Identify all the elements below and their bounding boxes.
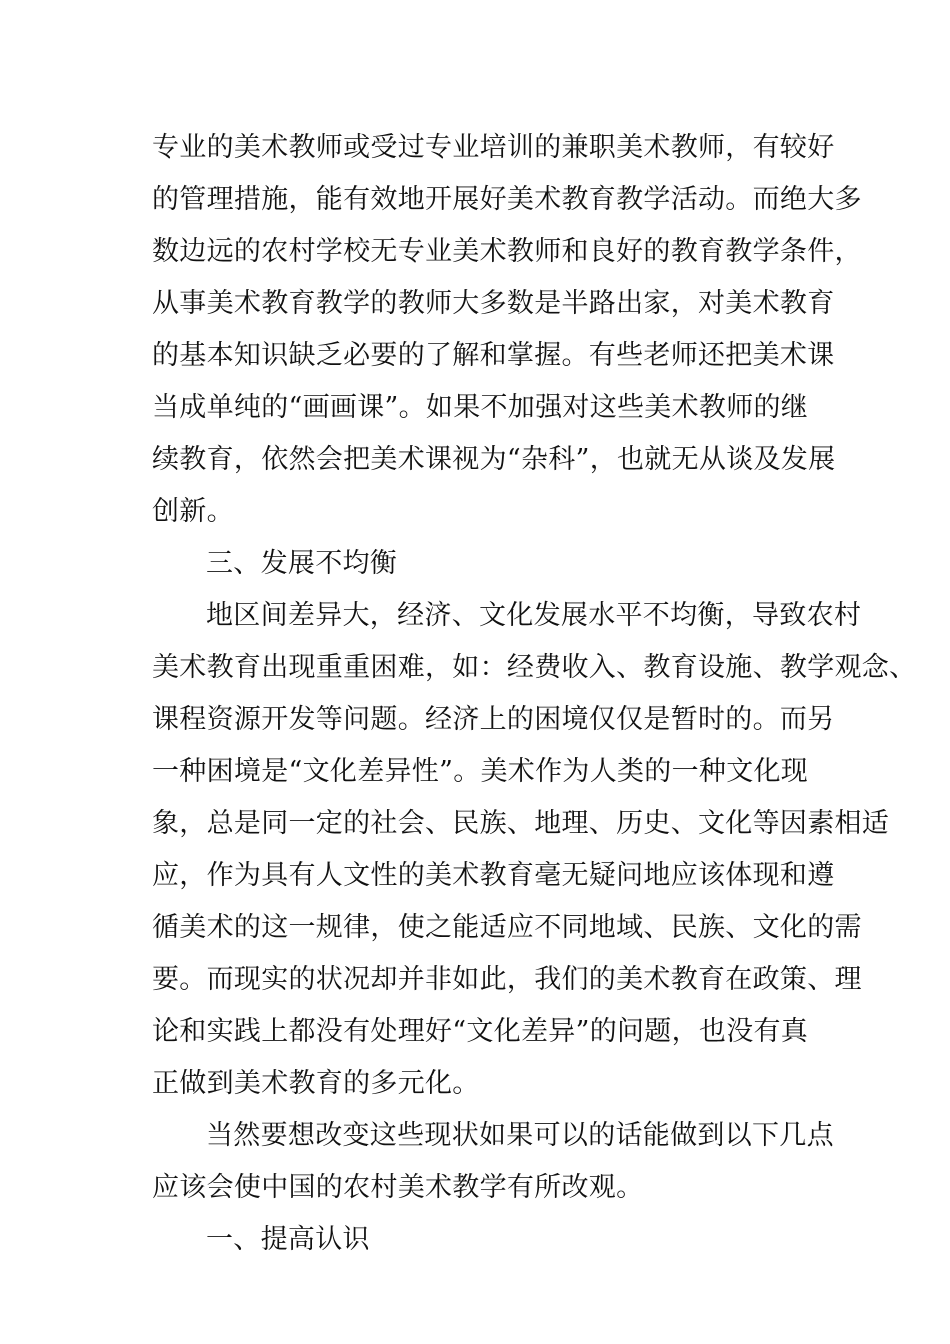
text-line: 专业的美术教师或受过专业培训的兼职美术教师，有较好 <box>152 132 835 163</box>
text-line: 从事美术教育教学的教师大多数是半路出家，对美术教育 <box>152 288 835 319</box>
text-line: 应，作为具有人文性的美术教育毫无疑问地应该体现和遵 <box>152 860 835 891</box>
text-line: 创新。 <box>152 496 234 527</box>
section-heading: 三、发展不均衡 <box>206 548 398 579</box>
text-line: 当成单纯的“画画课”。如果不加强对这些美术教师的继 <box>152 392 809 423</box>
text-line: 数边远的农村学校无专业美术教师和良好的教育教学条件， <box>152 236 862 267</box>
text-line: 正做到美术教育的多元化。 <box>152 1068 480 1099</box>
text-line: 美术教育出现重重困难，如：经费收入、教育设施、教学观念、 <box>152 652 917 683</box>
paragraph-first-line: 当然要想改变这些现状如果可以的话能做到以下几点 <box>206 1120 834 1151</box>
text-line: 续教育，依然会把美术课视为“杂科”，也就无从谈及发展 <box>152 444 836 475</box>
paragraph-first-line: 地区间差异大，经济、文化发展水平不均衡，导致农村 <box>206 600 862 631</box>
text-line: 的基本知识缺乏必要的了解和掌握。有些老师还把美术课 <box>152 340 835 371</box>
text-line: 象，总是同一定的社会、民族、地理、历史、文化等因素相适 <box>152 808 890 839</box>
text-line: 的管理措施，能有效地开展好美术教育教学活动。而绝大多 <box>152 184 862 215</box>
text-line: 论和实践上都没有处理好“文化差异”的问题，也没有真 <box>152 1016 809 1047</box>
text-line: 循美术的这一规律，使之能适应不同地域、民族、文化的需 <box>152 912 862 943</box>
text-line: 应该会使中国的农村美术教学有所改观。 <box>152 1172 644 1203</box>
text-line: 一种困境是“文化差异性”。美术作为人类的一种文化现 <box>152 756 809 787</box>
text-line: 要。而现实的状况却并非如此，我们的美术教育在政策、理 <box>152 964 862 995</box>
section-heading: 一、提高认识 <box>206 1224 370 1255</box>
text-line: 课程资源开发等问题。经济上的困境仅仅是暂时的。而另 <box>152 704 835 735</box>
